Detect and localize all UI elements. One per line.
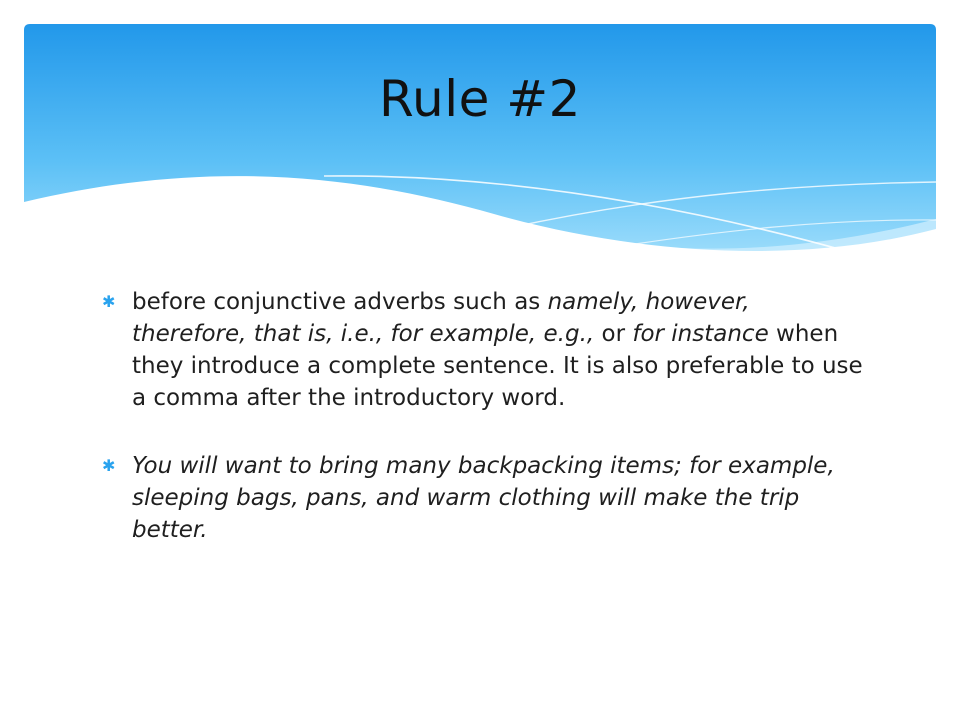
bullet-segment: when they introduce a complete sentence. It is also preferable to use a comma after the introductory word. — [132, 321, 863, 411]
bullet-segment: or — [594, 321, 633, 347]
bullet-italic-segment: namely, however, therefore, that is, i.e., for example, e.g., — [132, 289, 750, 347]
asterisk-bullet-icon: ✱ — [102, 456, 116, 475]
bullet-text — [132, 453, 835, 543]
bullet-list — [100, 286, 870, 582]
asterisk-bullet-icon: ✱ — [102, 292, 116, 311]
bullet-item — [100, 286, 870, 414]
bullet-item — [100, 450, 870, 546]
slide-title: Rule #2 — [379, 70, 581, 128]
bullet-text — [132, 289, 863, 411]
bullet-italic-segment: You will want to bring many backpacking items; for example, sleeping bags, pans, and warm clothing will make the trip better. — [132, 453, 835, 543]
header-wave-background — [24, 24, 936, 274]
bullet-segment: before conjunctive adverbs such as — [132, 289, 548, 315]
bullet-italic-segment: for instance — [632, 321, 769, 347]
